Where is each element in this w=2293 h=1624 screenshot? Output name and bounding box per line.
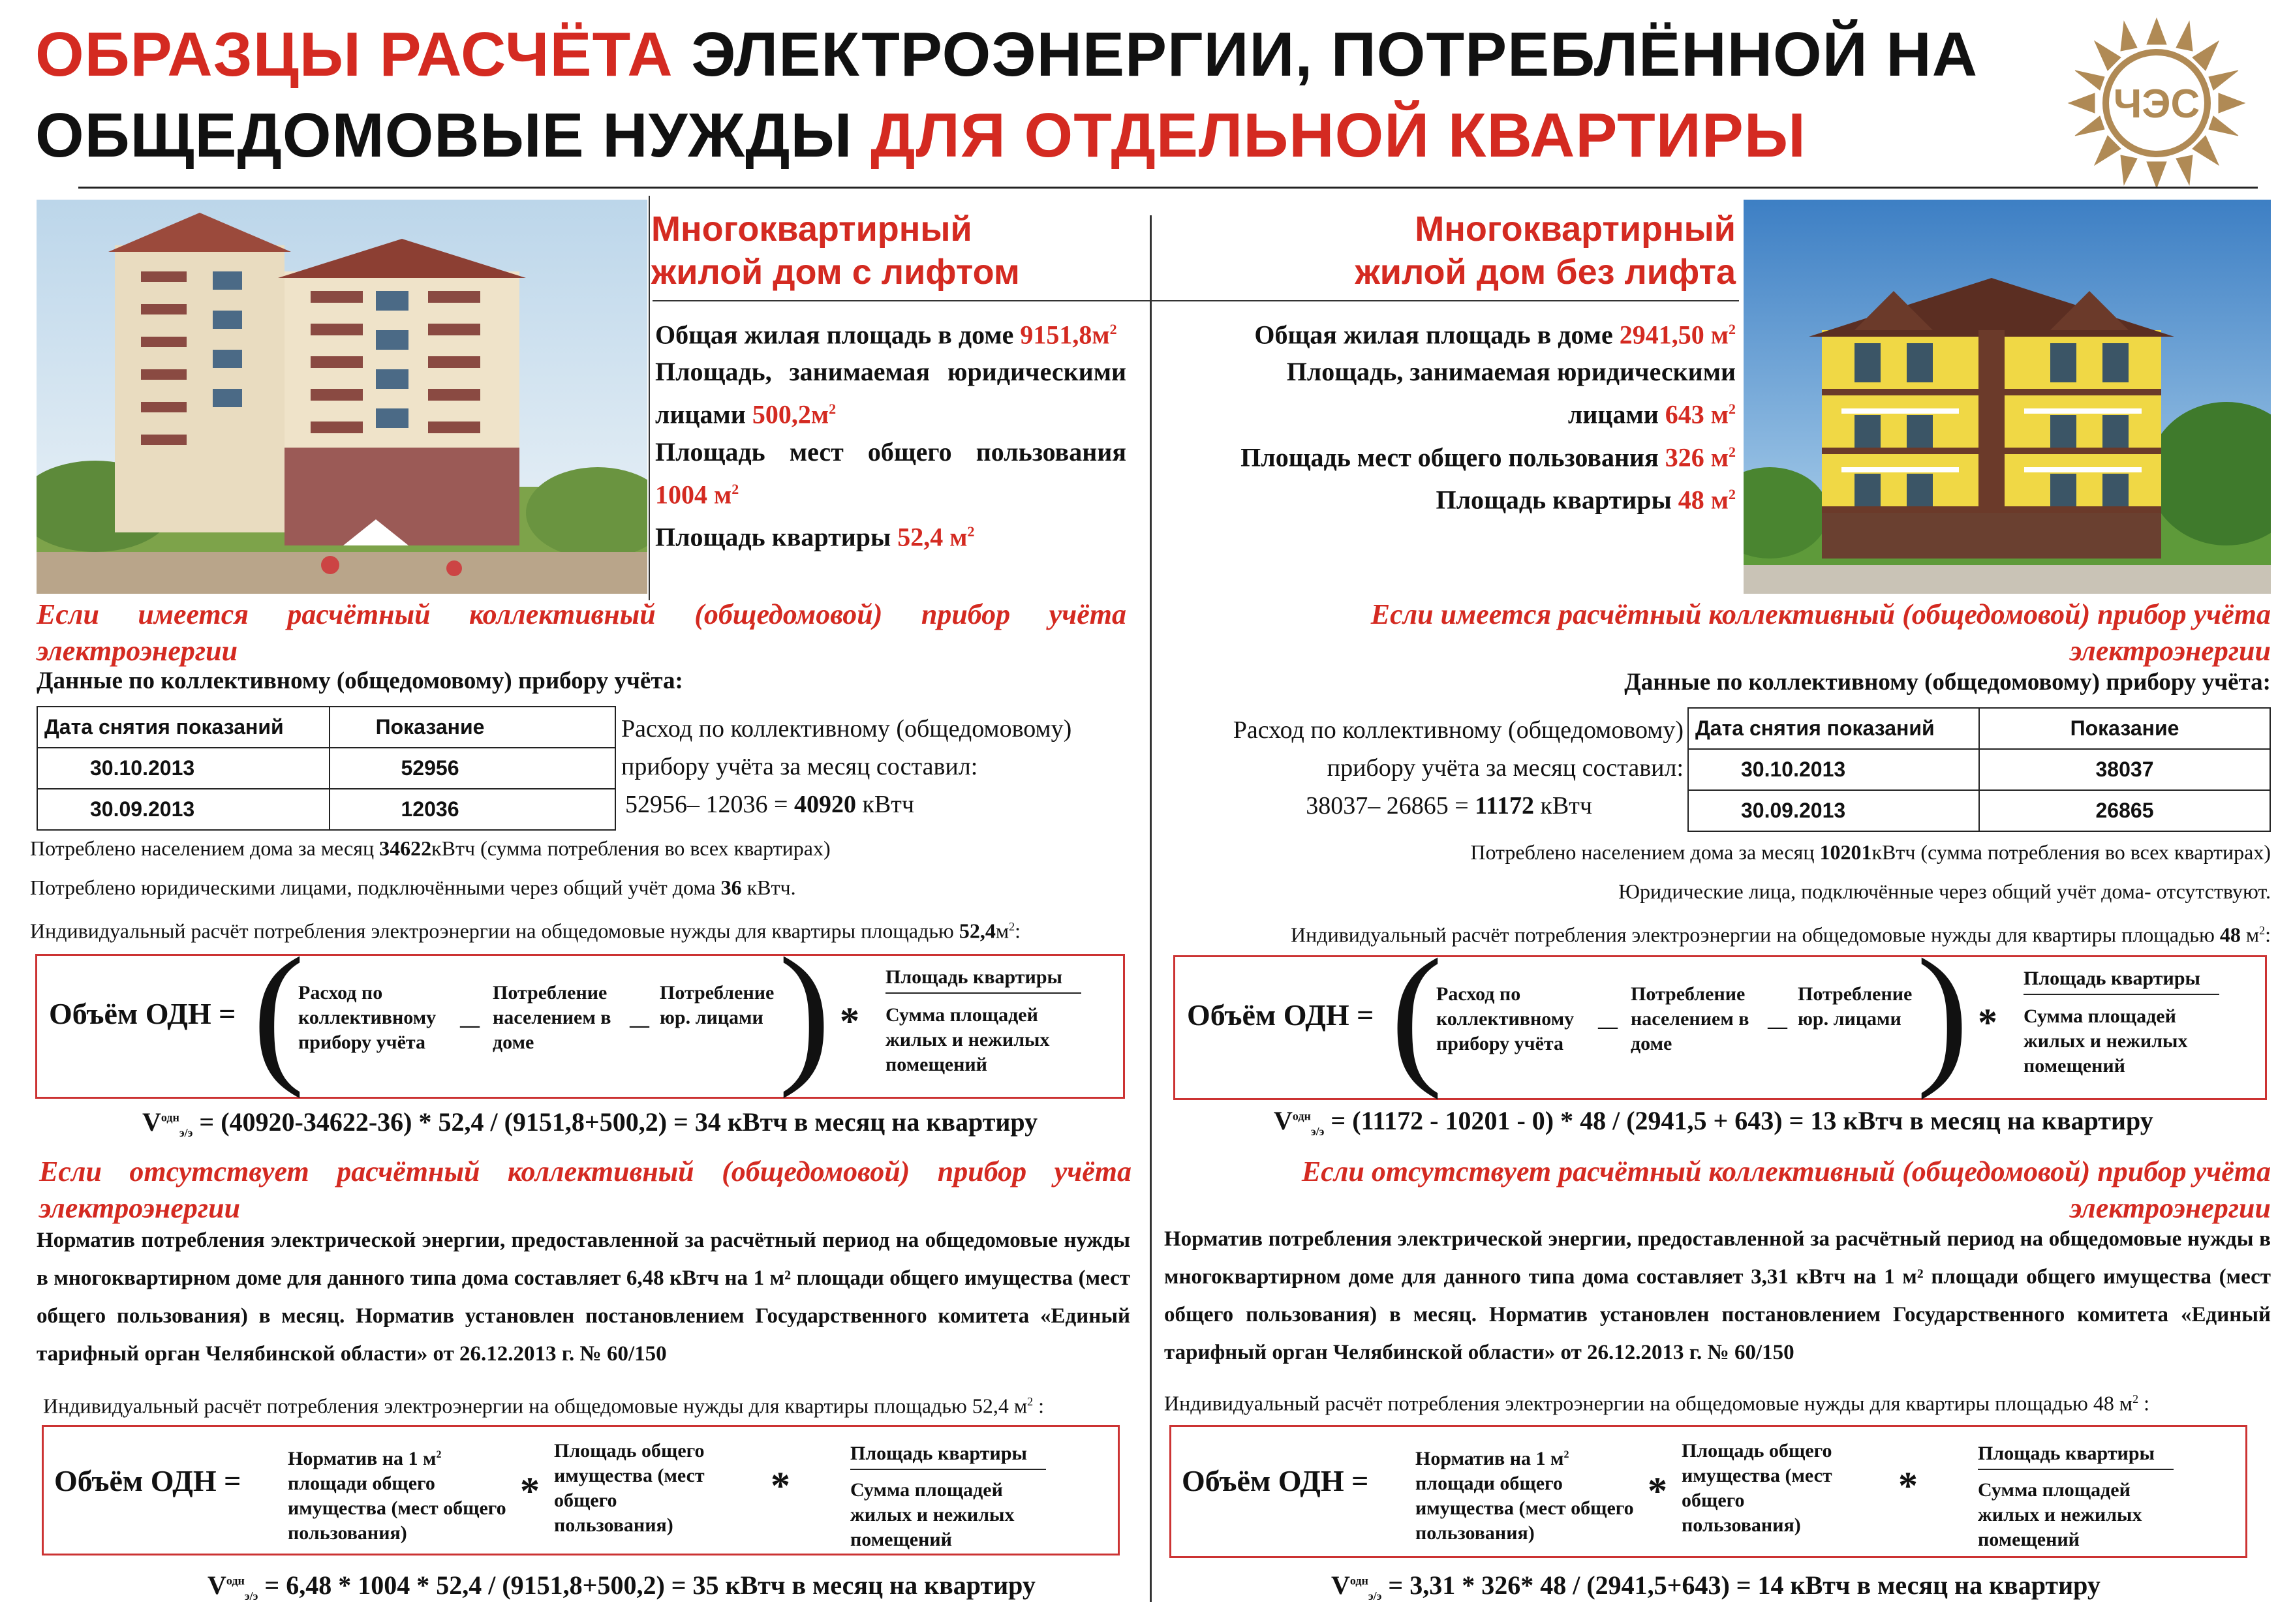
right-norm-paragraph: Норматив потребления электрической энергии, предоставленной за расчётный период на общедомовые нужды в многоквартирном доме для данного типа дома составляет 3,31 кВтч на 1 м² площади общего имущества (мест общего пользования) в месяц. Норматив установлен постановлением Государственного комитета «Единый тарифный орган Челябинской области» от 26.12.2013 г. № 60/150 [1164,1227,2271,1364]
table-header-row: Дата снятия показаний Показание [37,707,615,748]
right-formula-norm-term: Норматив на 1 $м^2$ площади общего имущества (мест общего пользования) [1415,1448,1634,1544]
center-divider [1150,215,1152,1602]
right-population-consumption: Потреблено населением дома за месяц 10201кВтч (сумма потребления во всех квартирах) [1470,840,2271,864]
left-individual-calc-line-2: Индивидуальный расчёт потребления электроэнергии на общедомовые нужды для квартиры площадью 52,4 $м^2$ : [43,1394,1044,1418]
right-stat-living-area: Общая жилая площадь в доме 2941,50 $м^2$ [1254,320,1736,350]
header-divider [78,187,2258,189]
right-individual-calc-line-2: Индивидуальный расчёт потребления электроэнергии на общедомовые нужды для квартиры площадью 48 $м^2$ : [1164,1391,2149,1415]
right-building-stats: Общая жилая площадь в доме 2941,50 $м^2$ Площадь, занимаемая юридическими лицами 643 $м^2$ Площадь мест общего пользования 326 $м^2$ Площадь квартиры 48 $м^2$ [1162,311,1736,518]
right-formula-box-norm: Объём ОДН = Норматив на 1 $м^2$ площади общего имущества (мест общего пользования) * Площадь общего имущества (мест общего пользования) * Площадь квартиры Сумма площадей жилых и нежилых помещений [1169,1425,2247,1558]
page-title: ОБРАЗЦЫ РАСЧЁТА ЭЛЕКТРОЭНЕРГИИ, ПОТРЕБЛЁННОЙ НА ОБЩЕДОМОВЫЕ НУЖДЫ ДЛЯ ОТДЕЛЬНОЙ КВАРТИРЫ [35,20,1978,170]
left-population-consumption: Потреблено населением дома за месяц 34622кВтч (сумма потребления во всех квартирах) [30,836,831,860]
left-meter-heading: Если имеется расчётный коллективный (общедомовой) прибор учёта электроэнергии [37,598,1126,667]
table-header-row: Дата снятия показаний Показание [1688,708,2270,749]
table-row: 30.09.2013 26865 [1688,790,2270,831]
left-nometer-heading: Если отсутствует расчётный коллективный (общедомовой) прибор учёта электроэнергии [39,1156,1131,1224]
right-legal-consumption: Юридические лица, подключённые через общий учёт дома- отсутствуют. [1618,880,2271,903]
right-building-title: Многоквартирный жилой дом без лифта [1355,209,1736,292]
sun-logo-icon [2055,5,2258,201]
right-meter-heading: Если имеется расчётный коллективный (общедомовой) прибор учёта электроэнергии [1370,598,2271,667]
left-norm-paragraph: Норматив потребления электрической энергии, предоставленной за расчётный период на общедомовые нужды в многоквартирном доме для данного типа дома составляет 6,48 кВтч на 1 м² площади общего имущества (мест общего пользования) в месяц. Норматив установлен постановлением Государственного комитета «Единый тарифный орган Челябинской области» от 26.12.2013 г. № 60/150 [37,1229,1130,1366]
right-formula-numerator: Площадь квартиры [2024,966,2219,995]
svg-text:ЧЭС: ЧЭС [2113,82,2200,127]
left-stat-common-area: Площадь мест общего пользования [655,437,1126,467]
right-meter-consumption: Расход по коллективному (общедомовому) прибору учёта за месяц составил: 38037– 26865 = 11172 кВтч [1233,716,1684,820]
company-logo [2055,5,2258,201]
table-row: 30.10.2013 38037 [1688,749,2270,790]
table-row: 30.10.2013 52956 [37,748,615,789]
right-nometer-heading: Если отсутствует расчётный коллективный (общедомовой) прибор учёта электроэнергии [1301,1156,2271,1224]
left-meter-details [30,829,1139,951]
right-result-meter: $V^{одн}_{э/э} = (11172 - 10201 - 0) * 48 / (2941,5 + 643) = 13$ кВтч в месяц на квартиру [1274,1106,2153,1138]
right-individual-calc-line: Индивидуальный расчёт потребления электроэнергии на общедомовые нужды для квартиры площадью 48 $м^2$: [1291,923,2271,947]
left-stat-living-area: Общая жилая площадь в доме $9151,8м^2$ [655,320,1117,350]
right-meter-data-title: Данные по коллективному (общедомовому) прибору учёта: [1624,669,2271,696]
left-formula-numerator: Площадь квартиры [885,965,1081,994]
left-formula-norm-numerator: Площадь квартиры [850,1441,1059,1470]
building-photo-without-elevator [1744,200,2271,594]
left-meter-consumption: Расход по коллективному (общедомовому) прибору учёта за месяц составил: 52956– 12036 = 40920 кВтч [621,715,1072,818]
left-legal-consumption: Потреблено юридическими лицами, подключёнными через общий учёт дома 36 кВтч. [30,876,796,899]
left-stat-apartment-area: Площадь квартиры 52,4 $м^2$ [655,522,975,552]
right-meter-table [1687,707,2271,832]
right-stat-legal-area: Площадь, занимаемая юридическими [1286,357,1736,387]
left-building-title: Многоквартирный жилой дом с лифтом [651,209,1020,292]
left-meter-table [37,706,616,831]
left-formula-norm-term: Норматив на 1 $м^2$ площади общего имущества (мест общего пользования) [288,1448,506,1544]
right-formula-norm-numerator: Площадь квартиры [1978,1441,2187,1470]
left-result-meter: $V^{одн}_{э/э} = (40920-34622-36) * 52,4 / (9151,8+500,2) = 34$ кВтч в месяц на квартиру [142,1107,1038,1139]
left-building-stats: Общая жилая площадь в доме $9151,8м^2$ Площадь, занимаемая юридическими лицами $500,2м^2$ Площадь мест общего пользования 1004 $м^2$ Площадь квартиры 52,4 $м^2$ [655,311,1126,555]
right-stat-apartment-area: Площадь квартиры 48 $м^2$ [1436,485,1736,515]
left-stat-legal-area: Площадь, занимаемая юридическими [655,357,1126,387]
right-stat-common-area: Площадь мест общего пользования 326 $м^2$ [1240,442,1736,472]
table-row: 30.09.2013 12036 [37,789,615,830]
right-formula-box-meter: Объём ОДН = ( Расход по коллективному прибору учёта — Потребление населением в доме — Потребление юр. лицами ) * Площадь квартиры Сумма площадей жилых и нежилых помещений [1173,955,2267,1100]
right-result-norm: $V^{одн}_{э/э} = 3,31 * 326*$ 48 / (2941,5+643) = 14 кВтч в месяц на квартиру [1331,1570,2101,1602]
left-photo-divider [649,196,650,600]
building-photo-with-elevator [37,200,647,594]
left-formula-box-norm: Объём ОДН = Норматив на 1 $м^2$ площади общего имущества (мест общего пользования) * Площадь общего имущества (мест общего пользования) * Площадь квартиры Сумма площадей жилых и нежилых помещений [42,1425,1120,1555]
left-result-norm: $V^{одн}_{э/э} = 6,48 * 1004 * 52,4 / (9151,8+500,2) = 35$ кВтч в месяц на квартиру [208,1570,1036,1602]
right-title-rule [1152,300,1739,301]
left-individual-calc-line: Индивидуальный расчёт потребления электроэнергии на общедомовые нужды для квартиры площадью $52,4м^2$: [30,919,1021,943]
right-meter-details [1162,833,2271,955]
left-formula-box-meter: Объём ОДН = ( Расход по коллективному прибору учёта — Потребление населением в доме — Потребление юр. лицами ) * Площадь квартиры Сумма площадей жилых и нежилых помещений [35,954,1125,1099]
left-title-rule [653,300,1155,301]
left-meter-data-title: Данные по коллективному (общедомовому) прибору учёта: [37,667,683,694]
